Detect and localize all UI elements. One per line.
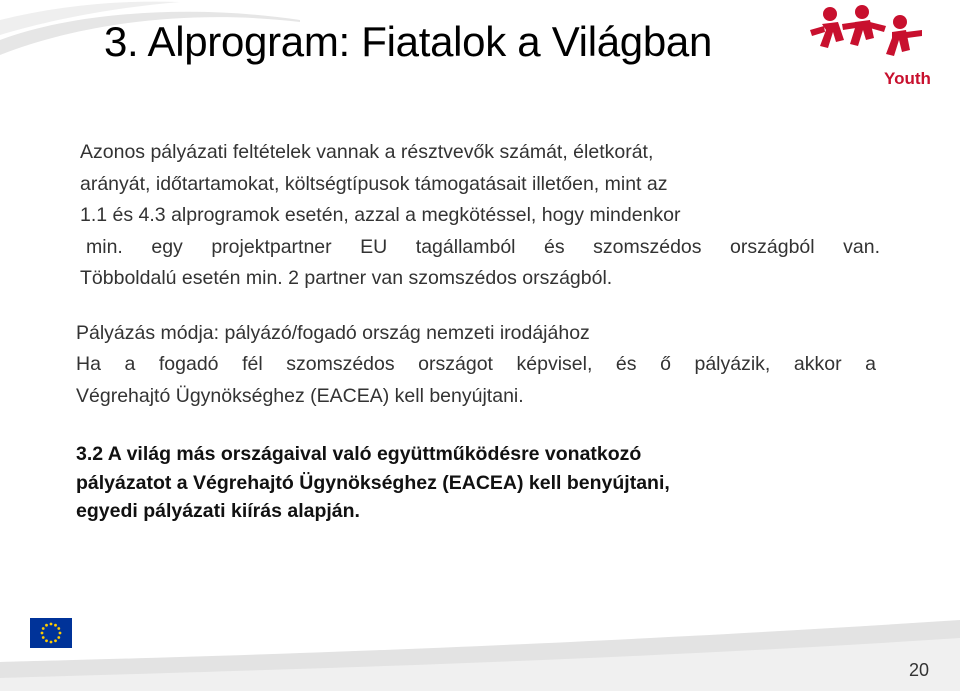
page-number: 20: [909, 660, 930, 680]
slide-title: 3. Alprogram: Fiatalok a Világban: [104, 18, 713, 65]
p2-line-2: Ha a fogadó fél szomszédos országot képvisel, és ő pályázik, akkor a: [76, 353, 876, 375]
p1-line-4: min. egy projektpartner EU tagállamból és szomszédos országból van.: [86, 235, 880, 258]
paragraph-application-method: [76, 318, 876, 413]
p1-line-2: arányát, időtartamokat, költségtípusok támogatásait illetően, mint az: [80, 172, 668, 195]
paragraph-world-cooperation: [76, 440, 876, 526]
p2-line-3: Végrehajtó Ügynökséghez (EACEA) kell benyújtani.: [76, 384, 524, 407]
eu-flag-icon: [30, 618, 72, 648]
p1-line-5: Többoldalú esetén min. 2 partner van szomszédos országból.: [80, 267, 613, 289]
p3-line-1: 3.2 A világ más országaival való együttműködésre vonatkozó: [76, 443, 642, 465]
youth-logo-icon: [800, 0, 952, 100]
p1-line-1: Azonos pályázati feltételek vannak a résztvevők számát, életkorát,: [80, 141, 654, 163]
p3-line-3: egyedi pályázati kiírás alapján.: [76, 500, 360, 522]
p1-line-3: 1.1 és 4.3 alprogramok esetén, azzal a megkötéssel, hogy mindenkor: [80, 204, 681, 226]
youth-logo-text: Youth: [884, 69, 931, 88]
p3-line-2: pályázatot a Végrehajtó Ügynökséghez (EACEA) kell benyújtani,: [76, 471, 670, 494]
p2-line-1: Pályázás módja: pályázó/fogadó ország nemzeti irodájához: [76, 321, 590, 344]
paragraph-conditions: [76, 137, 880, 295]
slide-body: [76, 137, 880, 545]
footer-swoosh-decoration: [0, 600, 960, 691]
